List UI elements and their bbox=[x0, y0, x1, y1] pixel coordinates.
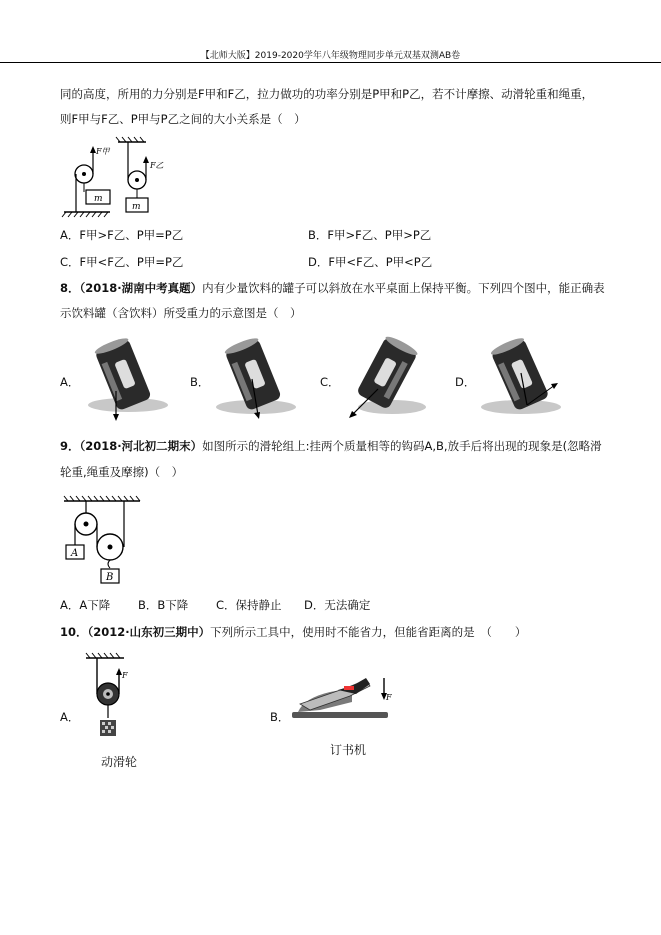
q9-option-d: D．无法确定 bbox=[304, 598, 371, 612]
q8-line1 bbox=[60, 280, 605, 296]
q8-number: 8． bbox=[60, 281, 80, 295]
q9-a-label: A bbox=[71, 548, 79, 559]
q10-number: 10． bbox=[60, 625, 88, 639]
q8-label-d: D． bbox=[455, 375, 476, 389]
q8-can-image-c bbox=[338, 335, 428, 423]
q7-f1-label: F甲 bbox=[96, 147, 110, 156]
q10-caption-b: 订书机 bbox=[330, 743, 367, 757]
q10-movable-pulley-image bbox=[82, 652, 138, 742]
q7-option-b: B．F甲>F乙、P甲>P乙 bbox=[308, 228, 432, 242]
q9-option-c: C．保持静止 bbox=[216, 598, 282, 612]
q7-line2: 则F甲与F乙、P甲与P乙之间的大小关系是（ ） bbox=[60, 112, 306, 126]
header-divider bbox=[0, 62, 661, 63]
q7-m2-label: m bbox=[132, 202, 141, 212]
q10-stapler-image bbox=[290, 668, 390, 728]
q9-pulley-figure bbox=[62, 495, 142, 587]
page-header: 【北师大版】2019-2020学年八年级物理同步单元双基双测AB卷 bbox=[200, 51, 461, 61]
q10-line1 bbox=[60, 624, 526, 640]
q8-can-image-a bbox=[78, 335, 168, 423]
q7-pulley-figure bbox=[60, 140, 180, 218]
q9-option-a: A．A下降 bbox=[60, 598, 111, 612]
q10-label-a: A． bbox=[60, 710, 80, 724]
q9-line2: 轮重,绳重及摩擦)（ ） bbox=[60, 465, 184, 479]
q7-option-d: D．F甲<F乙、P甲<P乙 bbox=[308, 255, 433, 269]
q9-number: 9． bbox=[60, 439, 80, 453]
q9-line1 bbox=[60, 438, 602, 454]
q8-line2: 示饮料罐（含饮料）所受重力的示意图是（ ） bbox=[60, 306, 302, 320]
q7-f2-label: F乙 bbox=[150, 161, 164, 170]
q8-can-image-b bbox=[208, 335, 298, 423]
q9-text: 如图所示的滑轮组上:挂两个质量相等的钩码A,B,放手后将出现的现象是(忽略滑 bbox=[202, 439, 602, 453]
q10-caption-a: 动滑轮 bbox=[101, 755, 138, 769]
q10-fa-label: F bbox=[122, 671, 128, 680]
q10-source: （2012·山东初三期中） bbox=[87, 625, 211, 639]
q7-option-c: C．F甲<F乙、P甲=P乙 bbox=[60, 255, 184, 269]
q9-b-label: B bbox=[106, 572, 114, 583]
q8-can-image-d bbox=[475, 335, 565, 423]
q10-label-b: B． bbox=[270, 710, 290, 724]
q10-text: 下列所示工具中，使用时不能省力，但能省距离的是 （ ） bbox=[210, 625, 527, 639]
q9-option-b: B．B下降 bbox=[138, 598, 189, 612]
q7-line1: 同的高度，所用的力分别是F甲和F乙，拉力做功的功率分别是P甲和P乙，若不计摩擦、动滑轮重和绳重， bbox=[60, 87, 594, 101]
q9-source: （2018·河北初二期末） bbox=[79, 439, 203, 453]
q8-label-a: A． bbox=[60, 375, 80, 389]
q7-option-a: A．F甲>F乙、P甲=P乙 bbox=[60, 228, 184, 242]
q8-label-c: C． bbox=[320, 375, 340, 389]
q8-text: 内有少量饮料的罐子可以斜放在水平桌面上保持平衡。下列四个图中，能正确表 bbox=[202, 281, 605, 295]
q10-fb-label: F bbox=[386, 693, 392, 702]
q8-source: （2018·湖南中考真题） bbox=[79, 281, 203, 295]
q7-m1-label: m bbox=[94, 194, 103, 204]
q8-label-b: B． bbox=[190, 375, 210, 389]
